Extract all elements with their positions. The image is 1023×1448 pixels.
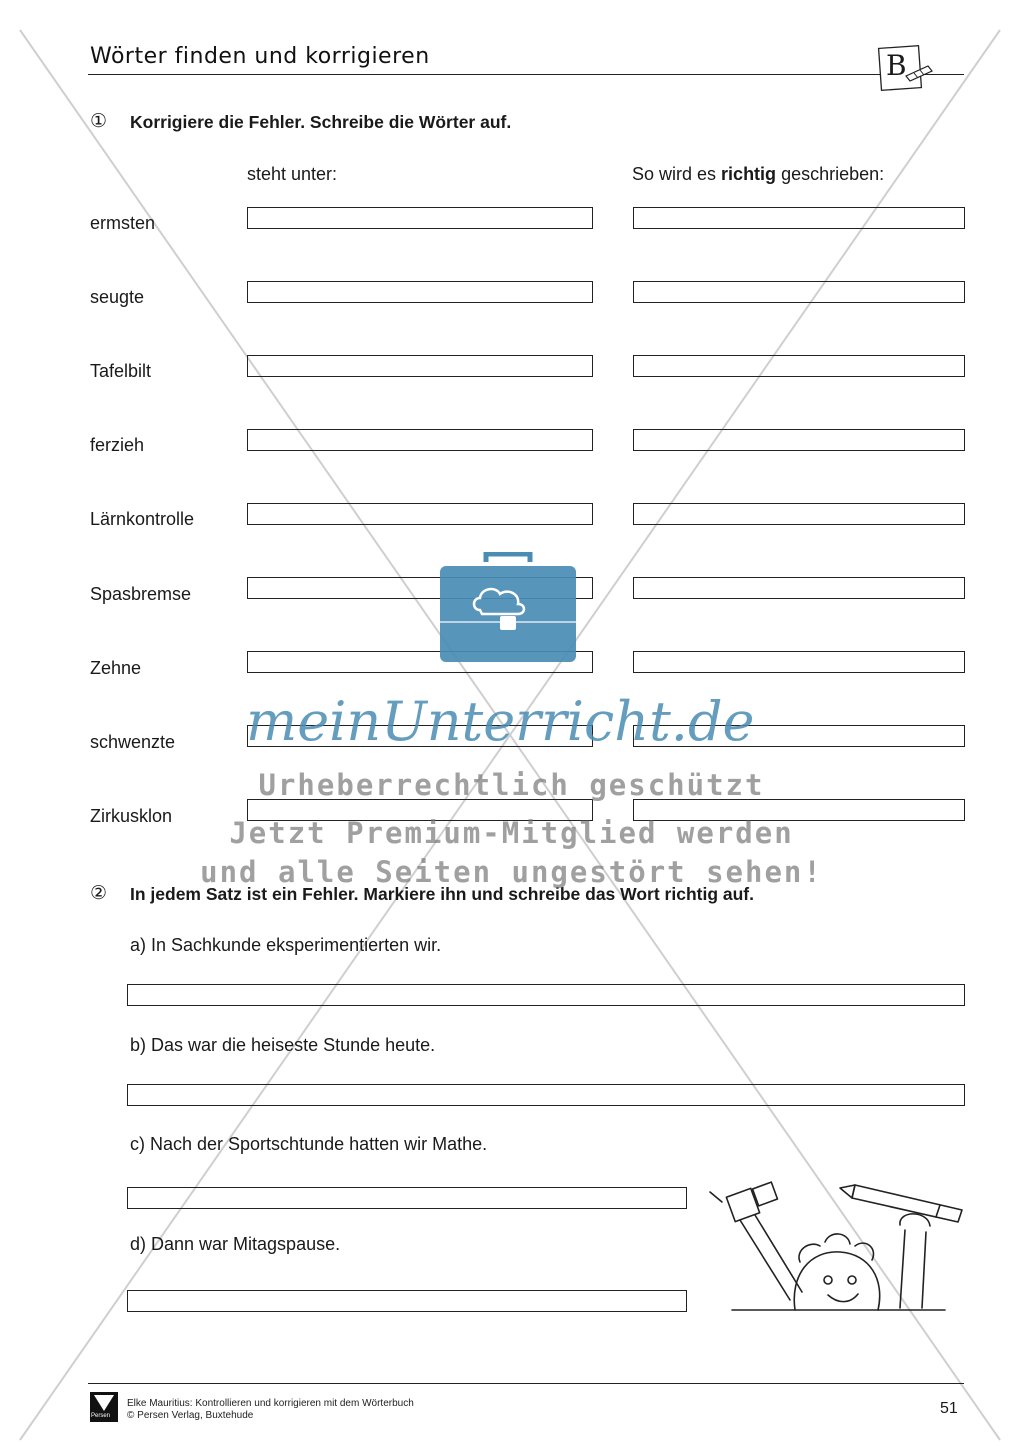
corner-letter: B — [886, 49, 907, 82]
watermark-line-2: Jetzt Premium-Mitglied werden — [229, 816, 794, 850]
footer-line-2: © Persen Verlag, Buxtehude — [127, 1410, 254, 1421]
task1-instruction: Korrigiere die Fehler. Schreibe die Wörter auf. — [130, 112, 512, 132]
column-header-correct — [632, 164, 884, 185]
word-label: ermsten — [90, 213, 156, 233]
column-header-correct-post: geschrieben: — [776, 164, 885, 184]
word-label: Tafelbilt — [90, 361, 152, 381]
found-word-field[interactable] — [247, 207, 593, 229]
word-label: seugte — [90, 287, 145, 307]
word-label: Spasbremse — [90, 584, 192, 604]
child-with-pencil-illustration — [700, 1180, 970, 1315]
sentence-a: a) In Sachkunde eksperimentierten wir. — [130, 935, 442, 955]
publisher-logo — [90, 1392, 118, 1422]
correct-word-field[interactable] — [633, 651, 965, 673]
word-label: Zehne — [90, 658, 142, 678]
correct-word-field[interactable] — [633, 281, 965, 303]
sentence-c: c) Nach der Sportschtunde hatten wir Mathe. — [130, 1134, 488, 1154]
task2-number: ② — [90, 883, 108, 904]
watermark-line-3: und alle Seiten ungestört sehen! — [200, 855, 823, 889]
correct-word-field[interactable] — [633, 577, 965, 599]
found-word-field[interactable] — [247, 503, 593, 525]
column-header-correct-pre: So wird es — [632, 164, 722, 184]
correct-word-field[interactable] — [633, 355, 965, 377]
found-word-field[interactable] — [247, 355, 593, 377]
column-header-correct-bold: richtig — [721, 164, 777, 184]
answer-field-d[interactable] — [127, 1290, 687, 1312]
title-underline — [88, 74, 964, 75]
word-label: Lärnkontrolle — [90, 509, 195, 529]
answer-field-c[interactable] — [127, 1187, 687, 1209]
column-header-found: steht unter: — [247, 164, 338, 184]
corner-badge — [876, 44, 936, 94]
sentence-b: b) Das war die heiseste Stunde heute. — [130, 1035, 436, 1055]
word-label: Zirkusklon — [90, 806, 173, 826]
word-label: ferzieh — [90, 435, 145, 455]
footer-line-1: Elke Mauritius: Kontrollieren und korrigieren mit dem Wörterbuch — [127, 1398, 414, 1409]
briefcase-cloud-icon — [438, 552, 578, 664]
task2-instruction: In jedem Satz ist ein Fehler. Markiere ihn und schreibe das Wort richtig auf. — [130, 884, 754, 904]
footer-credits — [127, 1398, 414, 1422]
page-title: Wörter finden und korrigieren — [90, 44, 430, 69]
sentence-d: d) Dann war Mitagspause. — [130, 1234, 341, 1254]
correct-word-field[interactable] — [633, 207, 965, 229]
found-word-field[interactable] — [247, 429, 593, 451]
watermark-line-1: Urheberrechtlich geschützt — [258, 768, 765, 802]
publisher-logo-text: Persen — [91, 1413, 111, 1419]
word-label: schwenzte — [90, 732, 176, 752]
correct-word-field[interactable] — [633, 429, 965, 451]
watermark-brand: meinUnterricht.de — [246, 690, 755, 753]
found-word-field[interactable] — [247, 281, 593, 303]
page-number: 51 — [940, 1400, 958, 1417]
persen-logo-icon — [90, 1392, 118, 1414]
task1-number: ① — [90, 111, 108, 132]
answer-field-a[interactable] — [127, 984, 965, 1006]
correct-word-field[interactable] — [633, 503, 965, 525]
footer-rule — [88, 1383, 964, 1384]
answer-field-b[interactable] — [127, 1084, 965, 1106]
